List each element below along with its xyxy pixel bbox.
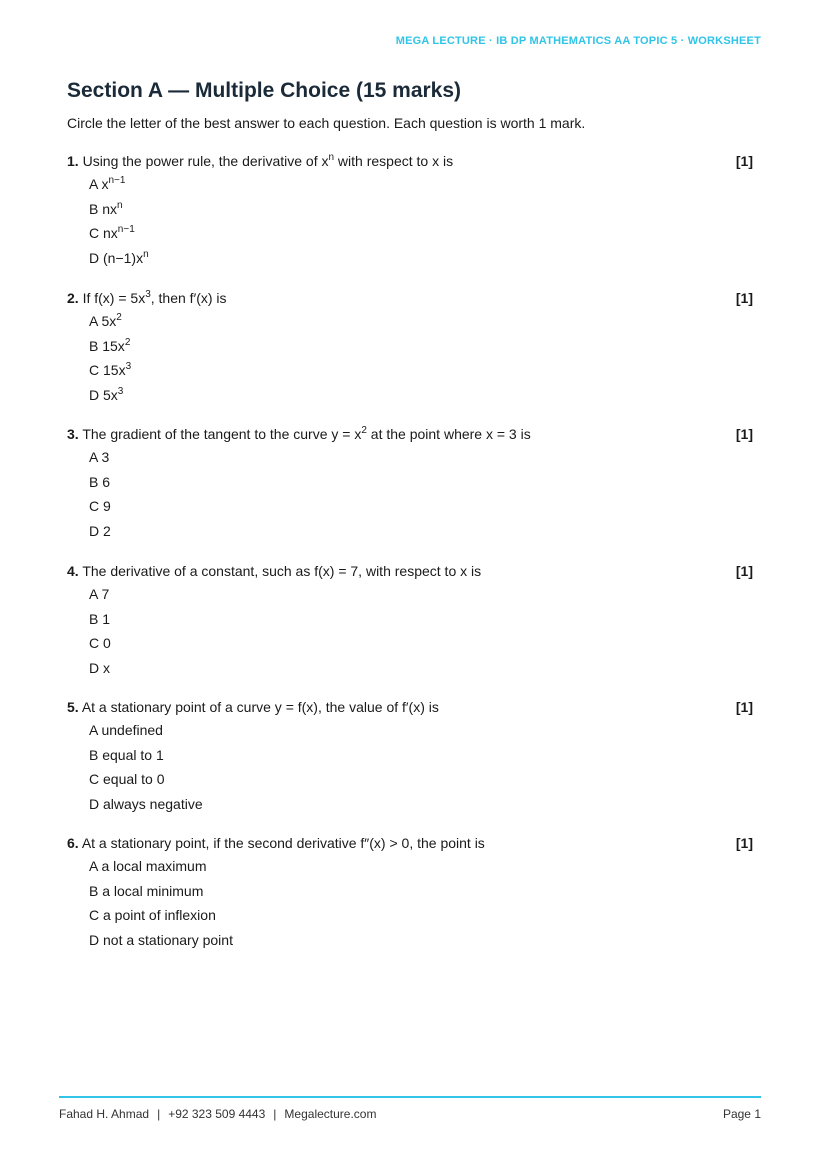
question-1 [67,150,753,271]
answer-option-b[interactable] [89,607,753,632]
text-run: At a stationary point of a curve y = f(x), the value of f′(x) is [81,699,439,715]
answer-option-c[interactable] [89,631,753,656]
running-head: MEGA LECTURE · IB DP MATHEMATICS AA TOPIC 5 · WORKSHEET [395,35,761,47]
text-run: D always negative [89,796,203,813]
answer-option-d[interactable] [89,383,753,408]
answer-option-c[interactable] [89,767,753,792]
answer-option-a[interactable] [89,582,753,607]
text-run: A 3 [89,449,110,465]
question-2 [67,287,753,408]
text-run: D x [89,660,110,677]
question-marks: [1] [735,426,753,442]
superscript: 2 [361,425,367,436]
question-3 [67,423,753,544]
answer-option-d[interactable] [89,656,753,681]
text-run: A a local maximum [89,858,207,874]
question-stem [67,287,753,309]
question-marks: [1] [735,835,753,851]
footer-phone: +92 323 509 4443 [168,1107,266,1121]
footer-contact [59,1107,376,1121]
superscript: n [143,249,149,261]
question-number: 5. [67,699,79,715]
text-run: The derivative of a constant, such as f(x) = 7, with respect to x is [82,563,482,579]
question-stem [67,423,753,445]
superscript: 3 [117,386,124,398]
text-run: D not a stationary point [89,932,233,949]
question-marks: [1] [735,290,753,306]
question-stem [67,832,753,854]
question-number: 1. [67,153,79,169]
text-run: A 7 [89,586,110,602]
answer-options [67,854,753,953]
question-number: 2. [67,290,79,306]
superscript: 2 [116,312,122,323]
text-run: B 6 [89,473,111,490]
text-run: B a local minimum [89,882,204,899]
text-run: C 15x [89,362,126,379]
footer-divider [59,1096,761,1098]
answer-option-a[interactable] [89,718,753,743]
answer-option-b[interactable] [89,470,753,495]
text-run: C 9 [89,498,111,515]
page-number: Page 1 [722,1107,761,1121]
answer-option-b[interactable] [89,197,753,222]
answer-options [67,582,753,681]
question-number: 3. [67,426,79,442]
text-run: D 2 [89,523,111,540]
question-stem [67,696,753,718]
superscript: n−1 [108,175,126,186]
answer-options [67,172,753,271]
text-run: A undefined [89,722,163,738]
text-run: D (n−1)x [89,250,144,267]
answer-option-d[interactable] [89,246,753,271]
text-run: C nx [89,225,118,242]
text-run: B nx [89,200,118,217]
superscript: n [328,152,335,163]
question-marks: [1] [735,699,753,715]
superscript: n [117,199,123,211]
text-run: B 15x [89,337,125,354]
answer-options [67,309,753,408]
text-run: , then f′(x) is [150,290,227,306]
answer-option-b[interactable] [89,879,753,904]
text-run: A 5x [89,313,117,329]
footer-separator: | [157,1107,161,1121]
section-instructions: Circle the letter of the best answer to each question. Each question is worth 1 mark. [67,115,586,131]
answer-option-b[interactable] [89,743,753,768]
answer-option-a[interactable] [89,309,753,334]
question-stem [67,560,753,582]
text-run: B equal to 1 [89,746,164,763]
text-run: B 1 [89,610,111,627]
answer-options [67,718,753,817]
answer-option-d[interactable] [89,792,753,817]
text-run: C equal to 0 [89,771,165,788]
answer-option-a[interactable] [89,172,753,197]
question-5 [67,696,753,817]
footer-separator: | [273,1107,277,1121]
text-run: C 0 [89,635,111,652]
section-title: Section A — Multiple Choice (15 marks) [67,79,462,102]
footer-website: Megalecture.com [284,1107,377,1121]
answer-option-b[interactable] [89,334,753,359]
question-marks: [1] [735,563,753,579]
answer-options [67,445,753,544]
answer-option-c[interactable] [89,358,753,383]
superscript: n−1 [117,224,135,236]
question-4 [67,560,753,681]
answer-option-c[interactable] [89,494,753,519]
question-number: 4. [67,563,79,579]
question-stem [67,150,753,172]
text-run: At a stationary point, if the second derivative f″(x) > 0, the point is [81,835,485,851]
text-run: Using the power rule, the derivative of x [82,153,329,169]
text-run: The gradient of the tangent to the curve y = x [82,426,362,442]
answer-option-a[interactable] [89,854,753,879]
superscript: 2 [124,336,131,348]
text-run: at the point where x = 3 is [366,426,531,442]
question-marks: [1] [735,153,753,169]
text-run: If f(x) = 5x [82,290,146,306]
text-run: with respect to x is [334,153,454,169]
text-run: C a point of inflexion [89,907,216,924]
text-run: D 5x [89,387,118,404]
answer-option-d[interactable] [89,928,753,953]
question-number: 6. [67,835,79,851]
answer-option-c[interactable] [89,221,753,246]
text-run: A x [89,176,109,192]
answer-option-a[interactable] [89,445,753,470]
answer-option-c[interactable] [89,903,753,928]
superscript: 3 [145,289,151,300]
superscript: 3 [125,361,132,373]
footer-author: Fahad H. Ahmad [59,1107,150,1121]
answer-option-d[interactable] [89,519,753,544]
question-6 [67,832,753,953]
